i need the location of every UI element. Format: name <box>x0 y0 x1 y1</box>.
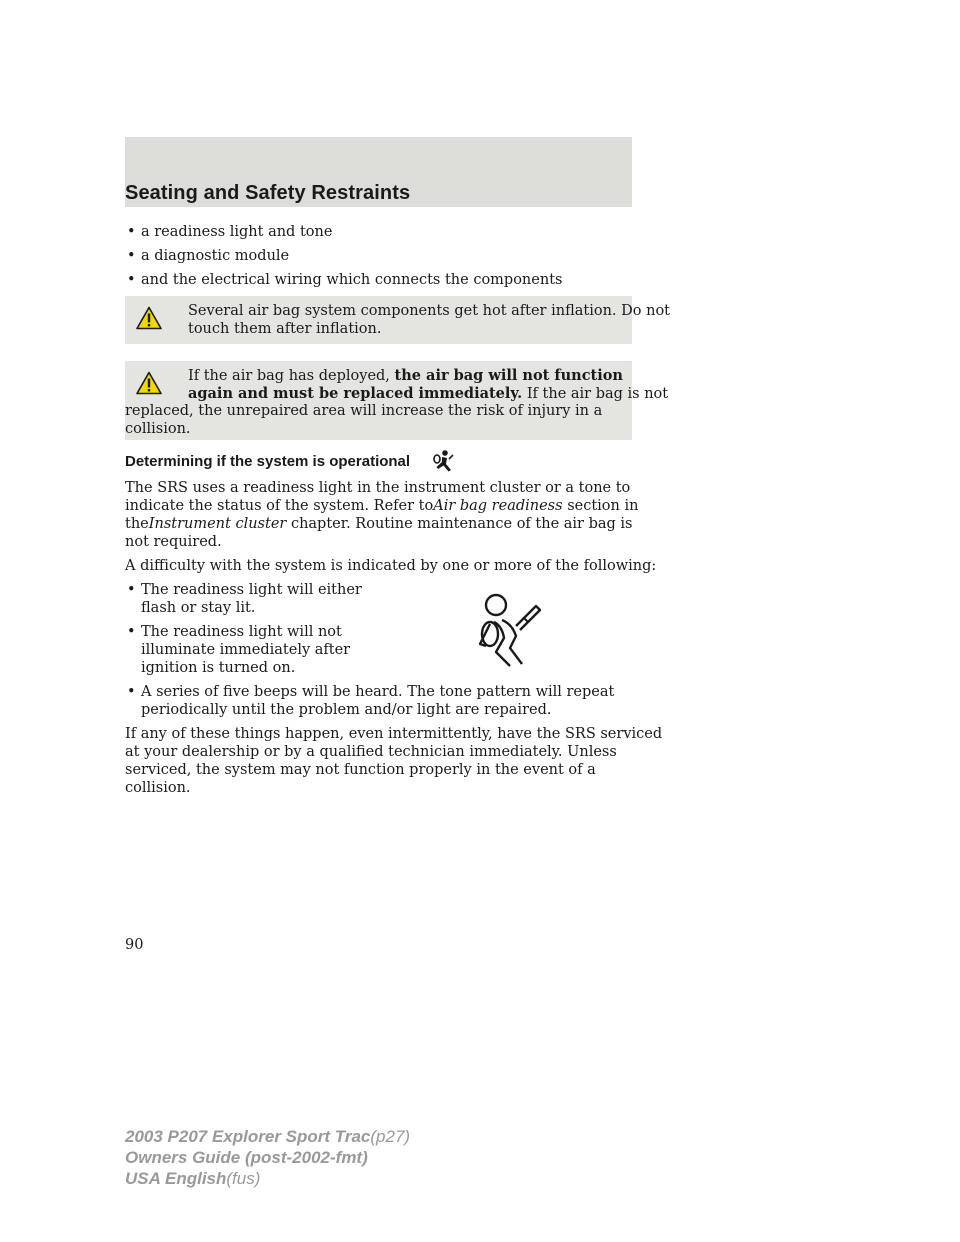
body-text: collision. <box>125 780 191 796</box>
bullet-mark: • <box>127 624 136 640</box>
warning-text-bold: again and must be replaced immediately. <box>188 385 523 402</box>
footer-guide: Owners Guide (post-2002-fmt) <box>125 1148 368 1167</box>
list-item: a diagnostic module <box>141 248 290 264</box>
section-heading <box>125 453 410 470</box>
body-text <box>125 515 632 534</box>
list-item: A series of five beeps will be heard. The tone pattern will repeat <box>141 684 615 700</box>
footer-model: 2003 P207 Explorer Sport Trac <box>125 1127 371 1146</box>
warning-text <box>188 366 623 386</box>
reference-instrument-cluster: Instrument cluster <box>148 516 287 532</box>
body-text: If any of these things happen, even intermittently, have the SRS serviced <box>125 726 663 742</box>
body-text: A difficulty with the system is indicated by one or more of the following: <box>125 558 657 574</box>
warning-text-part: If the air bag is not <box>526 386 669 402</box>
body-text-part: section in <box>567 498 639 514</box>
list-item: ignition is turned on. <box>141 660 296 676</box>
list-item: The readiness light will not <box>141 624 342 640</box>
body-text-part: indicate the status of the system. Refer to <box>125 498 434 514</box>
list-item: The readiness light will either <box>141 582 362 598</box>
footer-line <box>125 1147 368 1168</box>
bullet-mark: • <box>127 248 136 264</box>
list-item: illuminate immediately after <box>141 642 351 658</box>
bullet-mark: • <box>127 684 136 700</box>
body-text: at your dealership or by a qualified technician immediately. Unless <box>125 744 617 760</box>
list-item: and the electrical wiring which connects the components <box>141 272 563 288</box>
warning-icon <box>136 371 162 395</box>
bullet-mark: • <box>127 272 136 288</box>
section-heading-text: Determining if the system is operational <box>125 453 411 470</box>
body-text: serviced, the system may not function properly in the event of a <box>125 762 596 778</box>
body-text: The SRS uses a readiness light in the instrument cluster or a tone to <box>125 480 631 496</box>
list-item: periodically until the problem and/or light are repaired. <box>141 702 552 718</box>
warning-text: touch them after inflation. <box>188 321 382 337</box>
body-text-part: the <box>125 516 149 532</box>
page-number: 90 <box>125 937 144 953</box>
list-item: flash or stay lit. <box>141 600 256 616</box>
body-text-part: chapter. Routine maintenance of the air bag is <box>290 516 633 532</box>
body-text: not required. <box>125 534 222 550</box>
bullet-mark: • <box>127 582 136 598</box>
footer-line <box>125 1168 260 1189</box>
footer-line <box>125 1126 410 1147</box>
footer-code: (p27) <box>370 1127 411 1146</box>
page-title: Seating and Safety Restraints <box>125 182 411 204</box>
footer-code: (fus) <box>226 1169 261 1188</box>
body-text <box>125 497 638 516</box>
bullet-mark: • <box>127 224 136 240</box>
warning-text: Several air bag system components get hot after inflation. Do not <box>188 303 671 319</box>
warning-text-part: If the air bag has deployed, <box>188 368 390 384</box>
warning-text: collision. <box>125 421 191 437</box>
airbag-small-icon <box>431 449 455 473</box>
reference-air-bag-readiness: Air bag readiness <box>433 498 563 514</box>
warning-text-bold: the air bag will not function <box>394 367 623 384</box>
list-item: a readiness light and tone <box>141 224 333 240</box>
warning-icon <box>136 306 162 330</box>
airbag-readiness-icon <box>472 592 544 668</box>
warning-text <box>188 384 668 404</box>
warning-text: replaced, the unrepaired area will increase the risk of injury in a <box>125 403 603 419</box>
footer-language: USA English <box>125 1169 227 1188</box>
